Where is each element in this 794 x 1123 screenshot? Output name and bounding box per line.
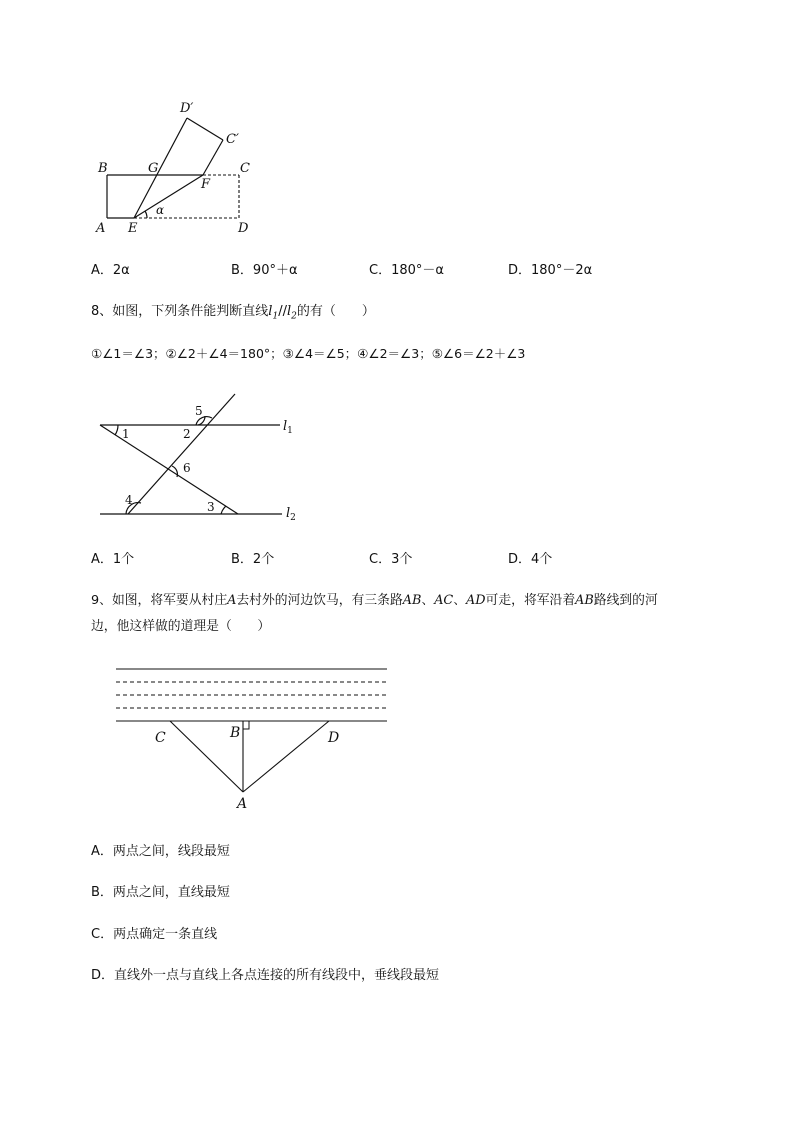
q9-road-AB-2: AB	[575, 593, 594, 608]
angle-alpha-arc	[145, 211, 147, 218]
q8-stem-suffix: 的有（ ）	[296, 304, 375, 319]
segment-EF	[134, 175, 203, 218]
q9-road-AC: AC	[434, 593, 454, 608]
option-letter: C．	[369, 263, 392, 278]
option-text: 3个	[391, 552, 413, 567]
label-angle-6: 6	[183, 461, 191, 475]
label-D: D	[328, 730, 340, 746]
transversal-1-3	[100, 425, 238, 514]
q8-l2-letter: l	[286, 304, 292, 319]
q9-stem-line-2: 边，他这样做的道理是（ ）	[91, 619, 271, 634]
label-angle-4: 4	[125, 493, 133, 507]
q8-option-d[interactable]	[508, 551, 552, 569]
q9-text-2: 去村外的河边饮马，有三条路	[236, 593, 403, 608]
river-figure	[110, 662, 395, 814]
q9-stem-line-1	[91, 592, 658, 610]
parallel-lines-figure	[95, 392, 305, 522]
label-C-prime: C′	[226, 132, 239, 147]
label-G: G	[148, 161, 159, 176]
option-letter: B．	[91, 885, 113, 900]
label-angle-2: 2	[183, 427, 191, 441]
label-angle-1: 1	[122, 427, 130, 441]
segment-C-prime-F	[203, 140, 223, 175]
q8-option-a[interactable]	[91, 551, 134, 569]
option-letter: D．	[508, 263, 532, 278]
option-text: 直线外一点与直线上各点连接的所有线段中，垂线段最短	[114, 968, 440, 983]
arc-angle-3	[221, 506, 226, 514]
q8-stem-prefix: 8、如图，下列条件能判断直线	[91, 304, 269, 319]
q9-sep-2: 、	[453, 593, 467, 608]
right-angle-mark	[243, 721, 249, 729]
road-AD	[243, 721, 329, 792]
option-text: 180°－2α	[531, 263, 593, 278]
option-letter: A．	[91, 844, 113, 859]
option-letter: D．	[508, 552, 532, 567]
fold-rectangle-figure	[90, 98, 260, 238]
option-letter: C．	[91, 927, 114, 942]
label-alpha: α	[156, 203, 165, 217]
option-letter: B．	[231, 552, 253, 567]
label-angle-5: 5	[195, 404, 203, 418]
label-l2: $l_2$	[286, 506, 296, 522]
q7-option-b[interactable]	[231, 262, 298, 280]
segment-D-prime-C-prime	[187, 118, 223, 140]
q9-text-4: 路线到的河	[593, 593, 658, 608]
q8-l2-sub: 2	[291, 311, 297, 322]
q9-option-b[interactable]	[91, 884, 230, 902]
label-l1: $l_1$	[283, 419, 293, 436]
option-text: 90°＋α	[252, 263, 298, 278]
label-F: F	[201, 177, 211, 192]
q9-text-1: 9、如图，将军要从村庄	[91, 593, 228, 608]
q9-road-AD: AD	[466, 593, 486, 608]
q8-line-l1	[268, 304, 279, 322]
option-text: 2个	[252, 552, 275, 567]
q8-parallel-sign: //	[278, 304, 287, 319]
option-letter: C．	[369, 552, 392, 567]
q8-l1-letter: l	[268, 304, 273, 319]
label-E: E	[128, 221, 138, 236]
label-D: D	[238, 221, 249, 236]
label-A: A	[237, 796, 248, 812]
q8-option-c[interactable]	[369, 551, 412, 569]
q9-road-AB: AB	[402, 593, 422, 608]
option-letter: D．	[91, 968, 115, 983]
q9-option-d[interactable]	[91, 967, 439, 985]
option-letter: A．	[91, 263, 113, 278]
q9-option-c[interactable]	[91, 926, 217, 944]
option-text: 两点之间，直线最短	[112, 885, 230, 900]
label-C: C	[240, 161, 250, 176]
label-C: C	[155, 730, 166, 746]
option-letter: B．	[231, 263, 253, 278]
option-text: 4个	[531, 552, 553, 567]
option-text: 180°－α	[391, 263, 444, 278]
q8-conditions: ①∠1＝∠3；②∠2＋∠4＝180°；③∠4＝∠5；④∠2＝∠3；⑤∠6＝∠2＋∠3	[91, 346, 526, 361]
arc-angle-1	[115, 425, 118, 435]
option-text: 两点确定一条直线	[113, 927, 218, 942]
q7-option-d[interactable]	[508, 262, 592, 280]
label-B: B	[98, 161, 108, 176]
q8-line-l2	[286, 304, 297, 322]
option-text: 两点之间，线段最短	[112, 844, 230, 859]
q9-option-a[interactable]	[91, 843, 230, 861]
q9-point-A: A	[227, 593, 237, 608]
q8-stem	[91, 303, 375, 326]
q8-options	[91, 551, 711, 569]
q7-options	[91, 262, 711, 280]
label-A: A	[96, 221, 106, 236]
q9-sep-1: 、	[421, 593, 435, 608]
q7-option-c[interactable]	[369, 262, 444, 280]
q9-text-3: 可走，将军沿着	[485, 593, 576, 608]
option-letter: A．	[91, 552, 113, 567]
q8-l1-sub: 1	[272, 311, 279, 322]
label-angle-3: 3	[207, 500, 215, 514]
label-B: B	[230, 725, 241, 741]
option-text: 2α	[112, 263, 130, 278]
q8-option-b[interactable]	[231, 551, 274, 569]
label-D-prime: D′	[180, 101, 194, 116]
q7-option-a[interactable]	[91, 262, 130, 280]
option-text: 1个	[112, 552, 135, 567]
